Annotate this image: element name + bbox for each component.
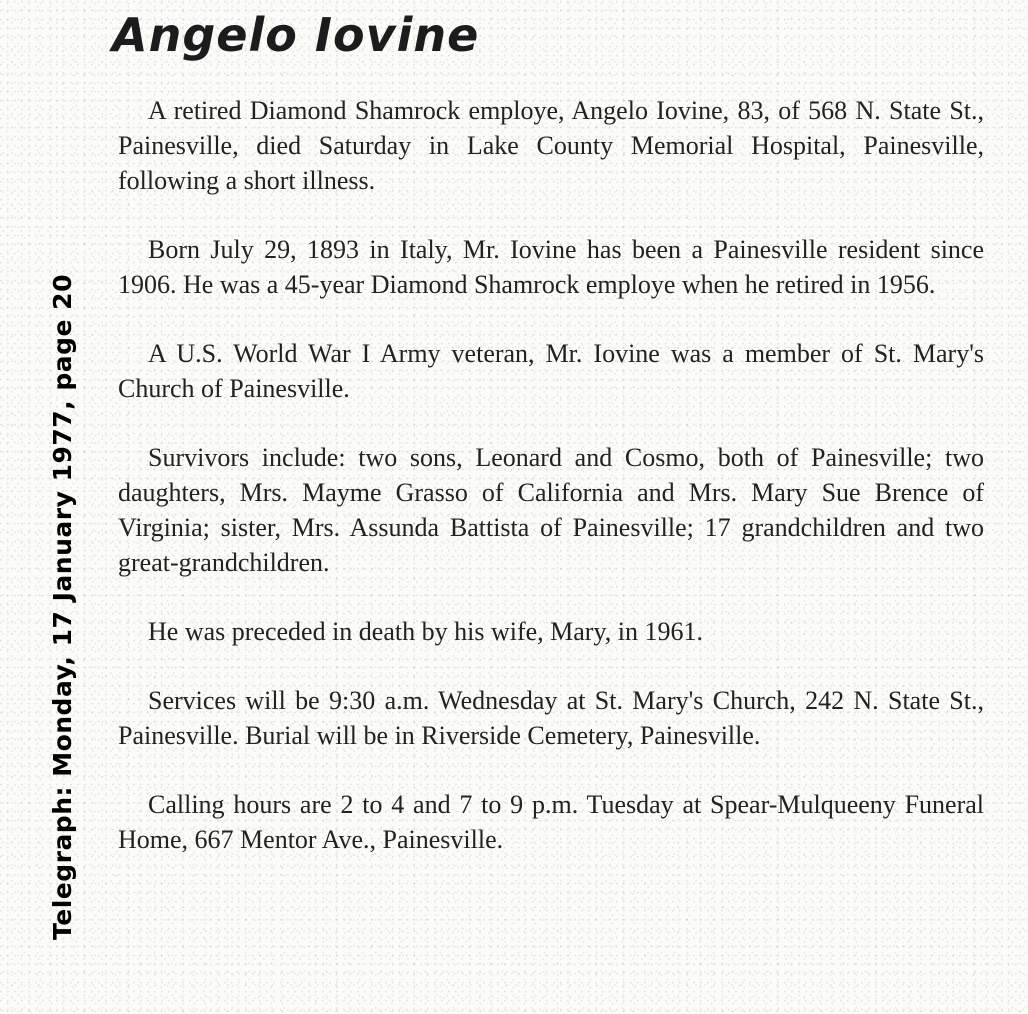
paragraph-survivors: Survivors include: two sons, Leonard and Cosmo, both of Painesville; two daughters, Mrs. Mayme Grasso of California and Mrs. Mary Sue Brence of Virginia; sister, Mrs. Assunda Battista of Painesville; 17 grandchildren and two great-grandchildren. — [118, 443, 984, 577]
paragraph-services: Services will be 9:30 a.m. Wednesday at St. Mary's Church, 242 N. State St., Painesville. Burial will be in Riverside Cemetery, Painesville. — [118, 686, 984, 750]
paragraph-calling-hours: Calling hours are 2 to 4 and 7 to 9 p.m. Tuesday at Spear-Mulqueeny Funeral Home, 667 Mentor Ave., Painesville. — [118, 790, 984, 854]
source-citation: Telegraph: Monday, 17 January 1977, page 20 — [48, 274, 77, 940]
obituary-headline: Angelo Iovine — [112, 8, 480, 62]
paragraph-death-notice: A retired Diamond Shamrock employe, Angelo Iovine, 83, of 568 N. State St., Painesville, died Saturday in Lake County Memorial Hospital, Painesville, following a short illness. — [118, 96, 984, 195]
obituary-body — [118, 93, 984, 857]
paragraph-preceded: He was preceded in death by his wife, Mary, in 1961. — [148, 617, 703, 646]
paragraph-military-church: A U.S. World War I Army veteran, Mr. Iovine was a member of St. Mary's Church of Painesville. — [118, 339, 984, 403]
paragraph-biography: Born July 29, 1893 in Italy, Mr. Iovine has been a Painesville resident since 1906. He was a 45-year Diamond Shamrock employe when he retired in 1956. — [118, 235, 984, 299]
